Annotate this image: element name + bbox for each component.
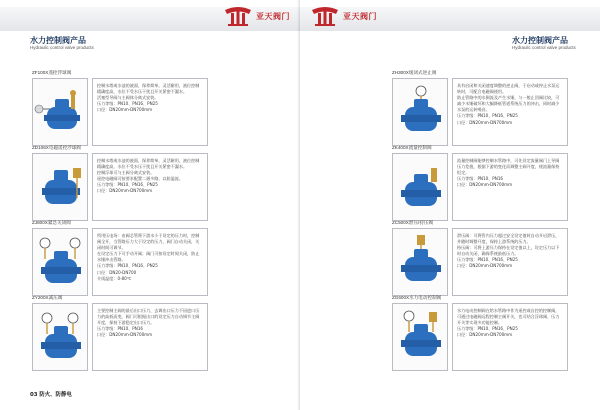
product-name: ZY200X减压阀 <box>32 295 63 300</box>
product-item <box>32 70 202 146</box>
product-item <box>32 220 202 296</box>
product-description-box <box>452 303 568 371</box>
product-name: ZJ800X紧急关闭阀 <box>32 220 71 225</box>
product-description-box <box>92 228 208 296</box>
product-item <box>392 70 562 146</box>
product-description: 泄压阀：可将管内压力超过安全设定值时自动开启泄压，并随时调整开度，保持上游系统的压力。 持压阀：可将上游压力保持在设定值以上，设定压力以下时自动关闭，确保系统最低压力。 压力等级：PN10、PN16、PN25 口径：DN20mm-DN700mm <box>457 233 560 269</box>
product-description: 水力电动控制阀在给水管路中作为遥控或自控的控制阀，可通过电磁阀远程控制主阀开关，也可结合浮球阀、压力开关等实现多功能控制。 压力等级：PN10、PN16、PN25 口径：DN20mm-DN700mm <box>457 308 560 338</box>
product-name: ZD106X电磁遥控浮球阀 <box>32 145 82 150</box>
product-item <box>32 295 202 371</box>
product-image <box>392 153 448 221</box>
brand-logo-text: 亚天阀门 <box>343 11 377 21</box>
page-subtitle: Hydraulic control valve products <box>512 45 576 50</box>
product-image <box>32 228 88 296</box>
logo-mark-icon <box>310 4 340 28</box>
product-description-box <box>452 228 568 296</box>
product-description-box <box>452 153 568 221</box>
product-name: ZC500X泄压/持压阀 <box>392 220 434 225</box>
product-name: ZG600X水力电动控制阀 <box>392 295 442 300</box>
product-description: 控制水塔或水池的液面，保养简单，灵活耐用，液位控制精确度高，水位不受水压干扰且开关紧密不漏水。 控制浮球可与主阀分离式安装。 遥控电磁阀可按要求配置二通多路，以防溢流。 压力等级：PN10、PN16、PN25 口径：DN20mm-DN700mm <box>97 158 200 194</box>
product-description: 流量控制阀能够控制水管路中，可先设定流量阀门上导阀压力差值，根据下游的变化而调整主阀开度，使流量保持恒定。 压力等级：PN10、PN16 口径：DN20mm-DN700mm <box>457 158 560 188</box>
product-image <box>32 303 88 371</box>
brand-logo <box>310 4 377 28</box>
product-image <box>32 153 88 221</box>
product-item <box>392 220 562 296</box>
page-footer: 03 防火、防静电 <box>30 392 72 398</box>
brand-logo-text: 亚天阀门 <box>256 11 290 21</box>
product-description: 控制水塔或水池的液面，保养简单，灵活耐用，液位控制精确度高，水位不受水压干扰且开关紧密不漏水。 活塞型导阀与主阀体分离式安装。 压力等级：PN10、PN16、PN25 口径：DN20mm-DN700mm <box>97 83 200 113</box>
right-page <box>300 0 600 410</box>
product-description-box <box>92 303 208 371</box>
product-description-box <box>452 78 568 146</box>
product-image <box>392 228 448 296</box>
product-item <box>32 145 202 221</box>
product-image <box>392 78 448 146</box>
page-title: 水力控制阀产品 <box>30 36 86 45</box>
product-name: ZF100X遥控浮球阀 <box>32 70 72 75</box>
page-title: 水力控制阀产品 <box>512 36 568 45</box>
page-subtitle: Hydraulic control valve products <box>30 45 94 50</box>
product-item <box>392 295 562 371</box>
product-image <box>32 78 88 146</box>
product-description: 主要控制主阀的最后出口压力，去调出口压力不因进口压力的高低而变，阀门可根据出口的设定压力自动调节主阀开度，保持下游稳定出口压力。 压力等级：PN10、PN16 口径：DN20mm-DN700mm <box>97 308 200 338</box>
product-item <box>392 145 562 221</box>
product-description-box <box>92 153 208 221</box>
product-description-box <box>92 78 208 146</box>
product-name: ZH300X缓闭式逆止阀 <box>392 70 437 75</box>
logo-mark-icon <box>223 4 253 28</box>
product-description: 具有启闭和关闭速度调整的逆止阀，于启动或停止水泵运转时，可配合电磁阀使用。 防止管路中的水倒流及产生水锤，与一般止回阀比较，可减少水锤破坏和大幅降低管道系统压力的冲击，同时减少水泵的运转噪音。 压力等级：PN10、PN16、PN25 口径：DN20mm-DN700mm <box>457 83 560 125</box>
product-image <box>392 303 448 371</box>
product-name: ZK400X流量控制阀 <box>392 145 432 150</box>
product-description: 所用压电场：由阀芯管将下游水小于设定的压力时，控制阀全开，当管路压力大于设定的压力，阀门自动关闭，关闭时间可调节。 在设定压力下可手动开阀；阀门可按设定时间关闭，防止水锤冲击管路。 压力等级：PN10、PN16、PN25 口径：DN20-DN700 介质温度：0-80℃ <box>97 233 200 281</box>
brand-logo <box>223 4 290 28</box>
